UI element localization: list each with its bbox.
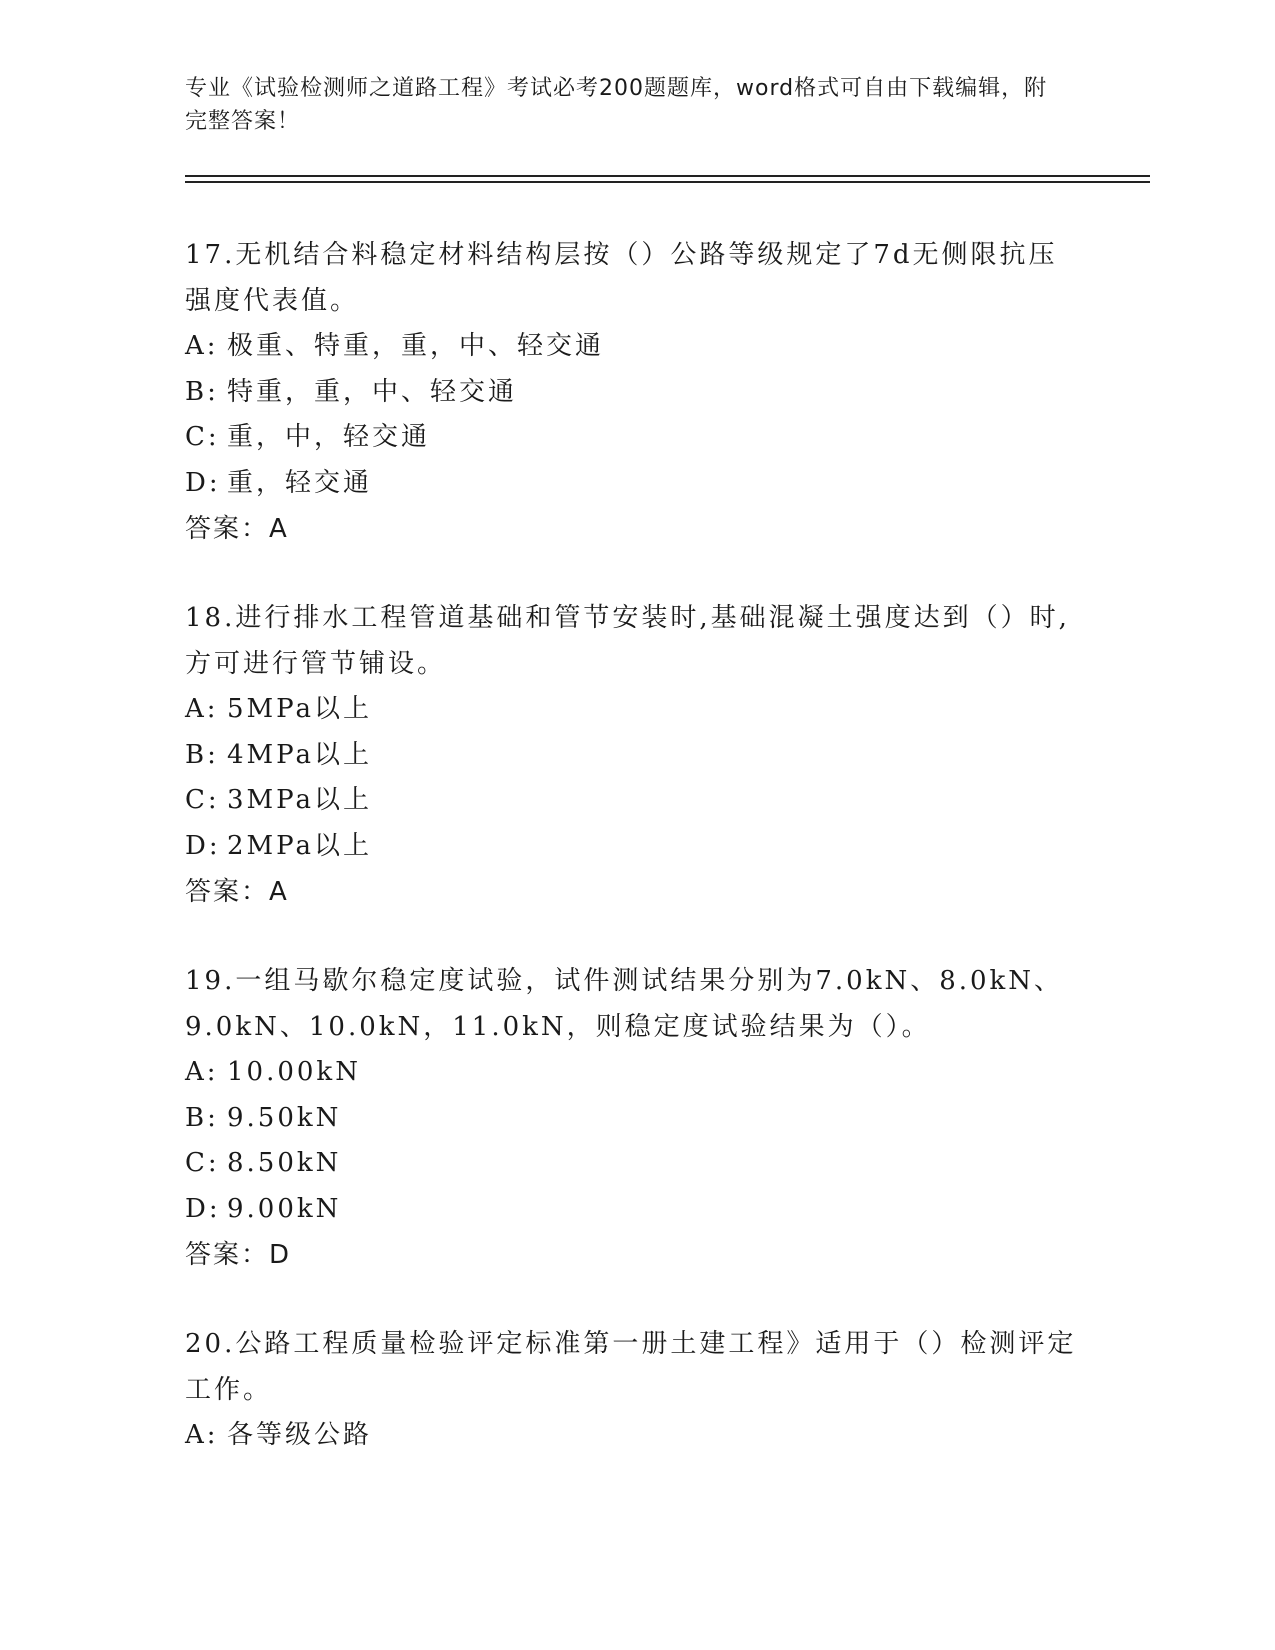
option-letter: B: xyxy=(185,1102,219,1133)
option-letter: D: xyxy=(185,467,221,498)
option-letter: D: xyxy=(185,1193,221,1224)
option-letter: A: xyxy=(185,694,219,724)
header-divider-top xyxy=(185,175,1150,177)
question-stem: 19.一组马歇尔稳定度试验，试件测试结果分别为7.0kN、8.0kN、9.0kN、10.0kN，11.0kN，则稳定度试验结果为（）。 xyxy=(185,966,1064,1042)
option-d xyxy=(185,1187,1085,1233)
option-letter: A: xyxy=(185,1057,219,1087)
question-stem: 20.公路工程质量检验评定标准第一册土建工程》适用于（）检测评定工作。 xyxy=(185,1329,1077,1405)
question-stem: 18.进行排水工程管道基础和管节安装时,基础混凝土强度达到（）时,方可进行管节铺设。 xyxy=(185,603,1070,679)
option-text: 9.00kN xyxy=(227,1193,342,1224)
option-a xyxy=(185,687,1085,733)
option-text: 3MPa以上 xyxy=(227,785,372,815)
option-letter: D: xyxy=(185,830,221,861)
option-b xyxy=(185,1096,1085,1142)
option-d xyxy=(185,461,1085,507)
option-letter: B: xyxy=(185,376,219,407)
option-text: 5MPa以上 xyxy=(227,694,372,724)
option-a xyxy=(185,324,1085,370)
question-20 xyxy=(185,1321,1085,1459)
document-header: 专业《试验检测师之道路工程》考试必考200题题库，word格式可自由下载编辑，附完整答案！ xyxy=(185,76,1048,134)
option-letter: A: xyxy=(185,1420,219,1450)
option-letter: B: xyxy=(185,739,219,770)
option-text: 重，中，轻交通 xyxy=(227,422,431,452)
option-text: 2MPa以上 xyxy=(227,830,372,861)
option-a xyxy=(185,1413,1085,1459)
option-letter: C: xyxy=(185,785,220,815)
option-b xyxy=(185,733,1085,779)
answer-line: 答案：A xyxy=(185,877,289,907)
option-text: 各等级公路 xyxy=(227,1420,373,1450)
question-stem: 17.无机结合料稳定材料结构层按（）公路等级规定了7d无侧限抗压强度代表值。 xyxy=(185,240,1058,316)
option-text: 9.50kN xyxy=(227,1102,342,1133)
question-18 xyxy=(185,595,1085,915)
option-text: 4MPa以上 xyxy=(227,739,372,770)
option-letter: A: xyxy=(185,331,219,361)
answer-line: 答案：D xyxy=(185,1240,292,1270)
option-text: 10.00kN xyxy=(227,1057,361,1087)
option-text: 8.50kN xyxy=(227,1148,342,1178)
question-17 xyxy=(185,232,1085,552)
option-c xyxy=(185,415,1085,461)
option-text: 极重、特重，重，中、轻交通 xyxy=(227,331,605,361)
option-letter: C: xyxy=(185,1148,220,1178)
option-b xyxy=(185,370,1085,416)
question-19 xyxy=(185,958,1085,1278)
answer-line: 答案：A xyxy=(185,514,289,544)
option-c xyxy=(185,778,1085,824)
option-d xyxy=(185,824,1085,870)
option-letter: C: xyxy=(185,422,220,452)
option-text: 重，轻交通 xyxy=(227,467,373,498)
header-divider-bottom xyxy=(185,181,1150,183)
option-text: 特重，重，中、轻交通 xyxy=(227,376,518,407)
option-c xyxy=(185,1141,1085,1187)
option-a xyxy=(185,1050,1085,1096)
